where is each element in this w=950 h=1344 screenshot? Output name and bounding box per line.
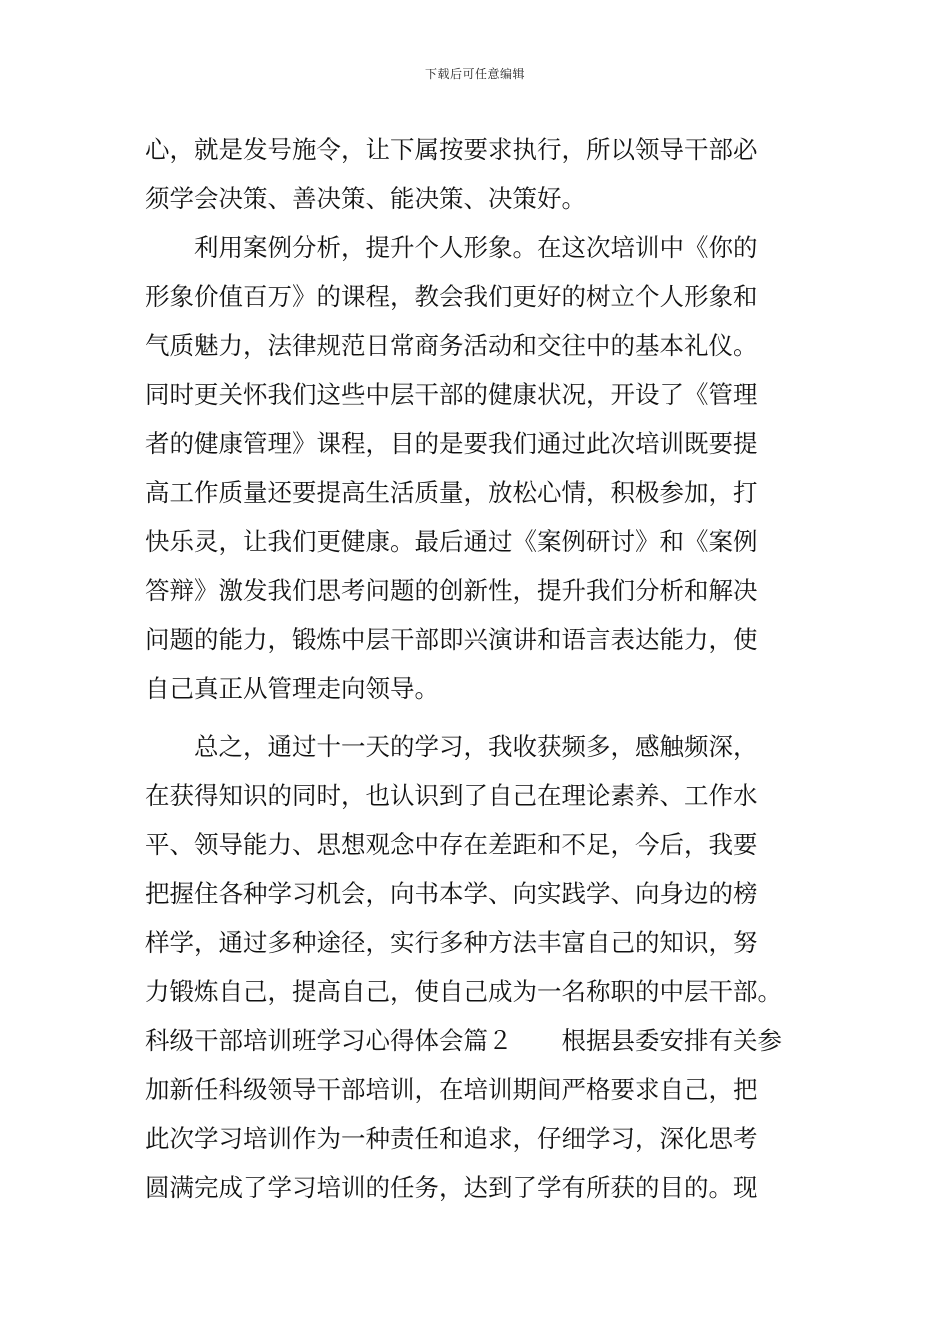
text-line: 总之，通过十一天的学习，我收获频多，感触频深， <box>145 732 758 761</box>
text-line: 自己真正从管理走向领导。 <box>145 674 439 703</box>
text-line: 高工作质量还要提高生活质量，放松心情，积极参加，打 <box>145 478 758 507</box>
text-line: 此次学习培训作为一种责任和追求，仔细学习，深化思考 <box>145 1124 758 1153</box>
text-line: 圆满完成了学习培训的任务，达到了学有所获的目的。现 <box>145 1173 758 1202</box>
text-line: 把握住各种学习机会，向书本学、向实践学、向身边的榜 <box>145 879 758 908</box>
text-line: 答辩》激发我们思考问题的创新性，提升我们分析和解决 <box>145 576 758 605</box>
text-line: 科级干部培训班学习心得体会篇２ 根据县委安排有关参 <box>145 1026 782 1055</box>
text-line: 气质魅力，法律规范日常商务活动和交往中的基本礼仪。 <box>145 331 758 360</box>
text-line: 样学，通过多种途径，实行多种方法丰富自己的知识，努 <box>145 928 758 957</box>
text-line: 在获得知识的同时，也认识到了自己在理论素养、工作水 <box>145 781 758 810</box>
page-header: 下载后可任意编辑 <box>424 67 525 81</box>
text-line: 同时更关怀我们这些中层干部的健康状况，开设了《管理 <box>145 380 758 409</box>
text-line: 问题的能力，锻炼中层干部即兴演讲和语言表达能力，使 <box>145 625 758 654</box>
text-line: 须学会决策、善决策、能决策、决策好。 <box>145 184 586 213</box>
text-line: 心，就是发号施令，让下属按要求执行，所以领导干部必 <box>145 135 758 164</box>
text-line: 利用案例分析，提升个人形象。在这次培训中《你的 <box>145 233 758 262</box>
text-line: 快乐灵，让我们更健康。最后通过《案例研讨》和《案例 <box>145 527 758 556</box>
text-line: 形象价值百万》的课程，教会我们更好的树立个人形象和 <box>145 282 758 311</box>
text-line: 者的健康管理》课程，目的是要我们通过此次培训既要提 <box>145 429 758 458</box>
text-line: 力锻炼自己，提高自己，使自己成为一名称职的中层干部。 <box>145 977 782 1006</box>
text-line: 平、领导能力、思想观念中存在差距和不足，今后，我要 <box>145 830 758 859</box>
text-line: 加新任科级领导干部培训，在培训期间严格要求自己，把 <box>145 1075 758 1104</box>
